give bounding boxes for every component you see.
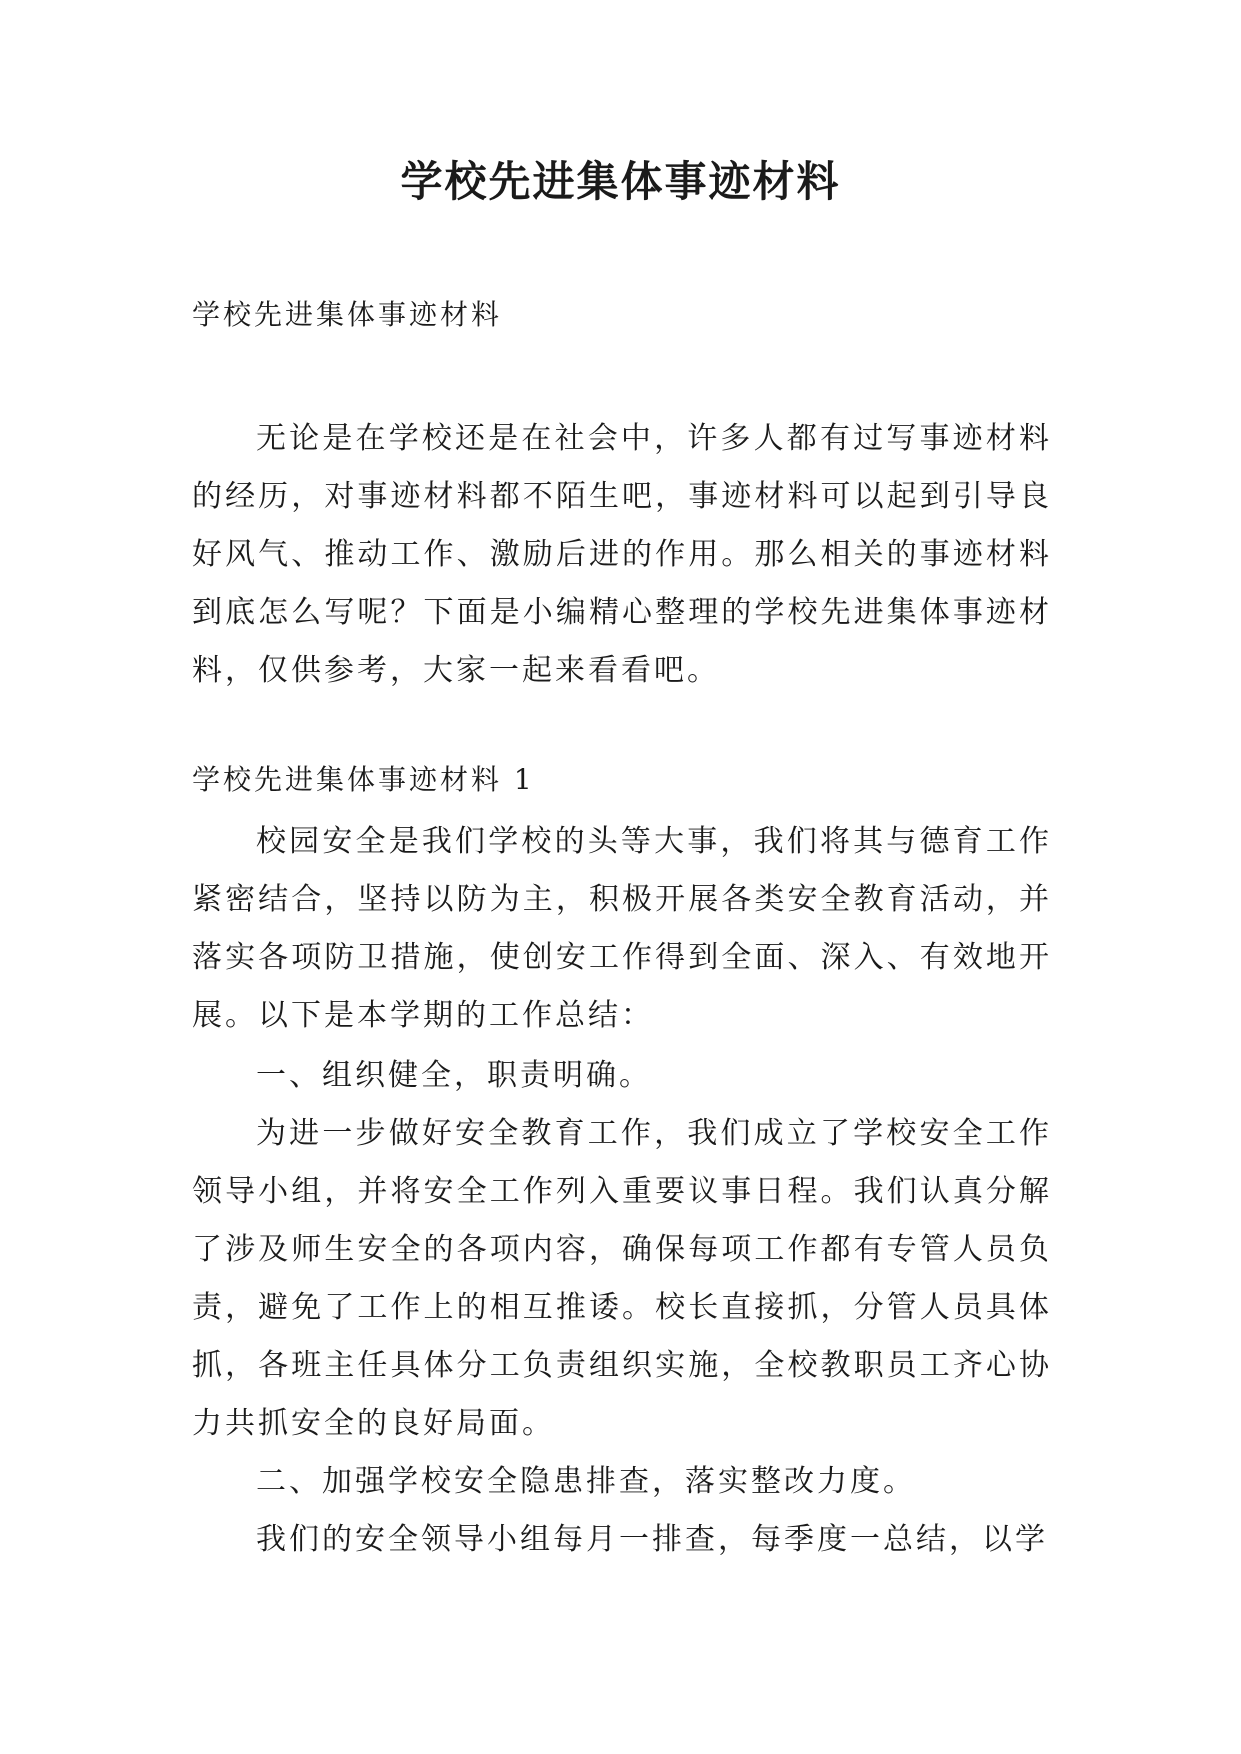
document-title: 学校先进集体事迹材料 (400, 157, 841, 206)
body-paragraph: 为进一步做好安全教育工作，我们成立了学校安全工作领导小组，并将安全工作列入重要议事日程。我们认真分解了涉及师生安全的各项内容，确保每项工作都有专管人员负责，避免了工作上的相互推诿。校长直接抓，分管人员具体抓，各班主任具体分工负责组织实施，全校教职员工齐心协力共抓安全的良好局面。 (192, 1116, 1052, 1441)
document-subtitle: 学校先进集体事迹材料 (192, 298, 503, 331)
section-heading-1: 学校先进集体事迹材料 1 (192, 763, 535, 796)
intro-paragraph: 无论是在学校还是在社会中，许多人都有过写事迹材料的经历，对事迹材料都不陌生吧，事迹材料可以起到引导良好风气、推动工作、激励后进的作用。那么相关的事迹材料到底怎么写呢？下面是小编精心整理的学校先进集体事迹材料，仅供参考，大家一起来看看吧。 (192, 421, 1052, 688)
body-paragraph-heading: 二、加强学校安全隐患排查，落实整改力度。 (256, 1464, 916, 1499)
body-paragraph: 校园安全是我们学校的头等大事，我们将其与德育工作紧密结合，坚持以防为主，积极开展各类安全教育活动，并落实各项防卫措施，使创安工作得到全面、深入、有效地开展。以下是本学期的工作总结： (192, 824, 1052, 1033)
body-paragraph: 我们的安全领导小组每月一排查，每季度一总结，以学 (256, 1522, 1048, 1557)
body-paragraph-heading: 一、组织健全，职责明确。 (256, 1058, 652, 1093)
